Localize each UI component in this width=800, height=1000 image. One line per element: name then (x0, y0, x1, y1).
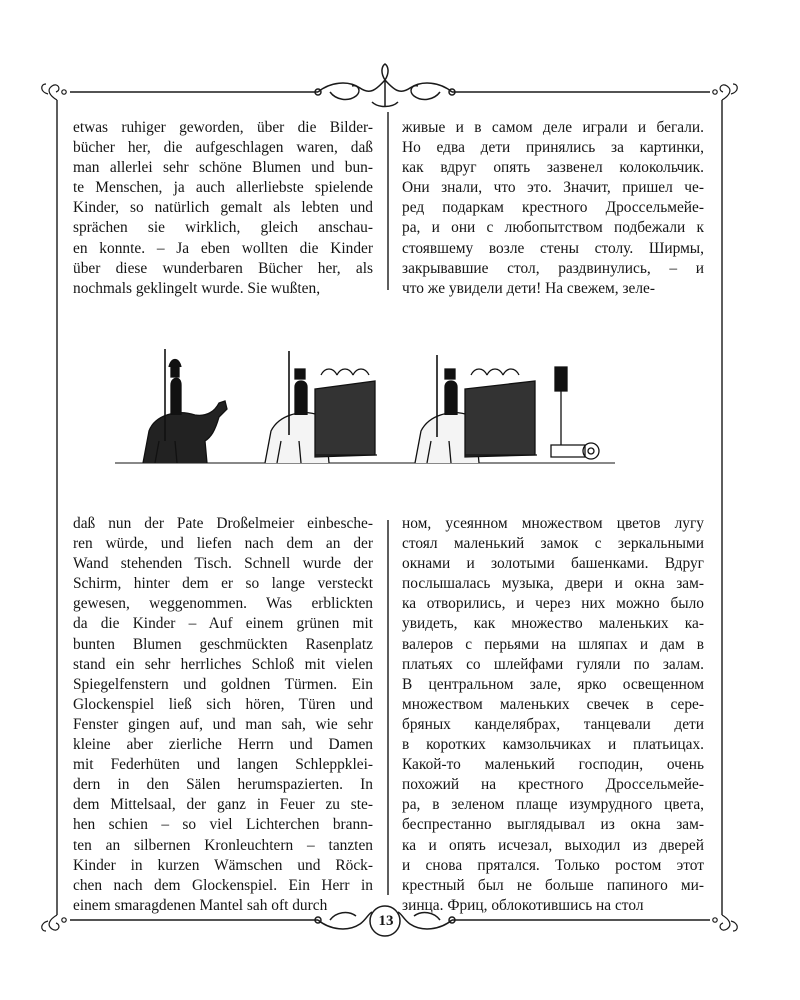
text-line: как вдруг опять зазвенел колокольчик. (402, 159, 704, 177)
text-line: что же увидели дети! На свежем, зеле- (402, 279, 656, 297)
text-line: hen schien – so viel Lichterchen brann- (73, 816, 373, 834)
horse-rider-3 (415, 355, 537, 463)
text-line: man allerlei sehr schöne Blumen und bun- (73, 159, 373, 177)
german-text-bottom (73, 514, 373, 916)
page-number: 13 (378, 913, 394, 929)
text-line: ред подаркам крестного Дроссельмейе- (402, 199, 704, 217)
text-line: послышалась музыка, двери и окна зам- (402, 575, 704, 593)
text-line: etwas ruhiger geworden, über die Bilder- (73, 119, 373, 136)
russian-text-top (402, 118, 704, 299)
text-line: dem Mittelsaal, der ganz in Feuer zu ste- (73, 796, 373, 814)
text-line: Kinder in kurzen Wämschen und Röck- (73, 856, 373, 874)
text-line: зинца. Фриц, облокотившись на стол (402, 896, 644, 914)
text-line: en konnte. – Ja eben wollten die Kinder (73, 239, 373, 257)
text-line: в коротких камзольчиках и платьицах. (402, 736, 704, 754)
text-line: bunten Blumen geschmückten Rasenplatz (73, 635, 373, 653)
text-line: множеством маленьких свечек в сере- (402, 695, 704, 713)
text-line: kleine aber zierliche Herrn und Damen (73, 736, 373, 754)
text-line: увидеть, как множество маленьких ка- (402, 615, 704, 633)
text-line: стоявшему возле стены столу. Ширмы, (402, 239, 704, 257)
text-line: стоял маленький замок с зеркальными (402, 535, 704, 553)
text-line: ren würde, und liefen nach dem an der (73, 535, 373, 553)
text-line: sprächen sie wirklich, gleich anschau- (73, 219, 373, 237)
text-line: dern in den Sälen herumspazierten. In (73, 776, 373, 794)
text-line: daß nun der Pate Droßelmeier einbesche- (73, 515, 373, 532)
text-line: ра, и они с любопытством подбежали к (402, 219, 704, 237)
text-line: Schirm, hinter dem er so lange versteckt (73, 575, 373, 593)
text-line: живые и в самом деле играли и бегали. (402, 119, 704, 136)
text-line: ten an silbernen Kronleuchtern – tanzten (73, 836, 373, 854)
horse-rider-2 (265, 351, 377, 463)
toy-soldiers-illustration (115, 345, 640, 480)
text-line: gewesen, weggenommen. Was erblickten (73, 595, 373, 613)
text-line: беспрестанно выглядывал из окна зам- (402, 816, 704, 834)
text-line: mit Federhüten und langen Schleppklei- (73, 756, 373, 774)
text-line: валеров с перьями на шляпах и дам в (402, 635, 704, 653)
text-line: Fenster gingen auf, und man sah, wie sehr (73, 715, 373, 733)
text-line: платьях со шлейфами гуляли по залам. (402, 655, 704, 673)
text-line: da die Kinder – Auf einem grünen mit (73, 615, 373, 633)
horse-rider-1 (143, 349, 227, 463)
top-ornament-icon (300, 62, 470, 114)
text-line: бряных канделябрах, танцевали дети (402, 715, 704, 733)
text-line: te Menschen, ja auch allerliebste spielende (73, 179, 373, 197)
text-line: chen nach dem Glockenspiel. Ein Herr in (73, 876, 373, 894)
text-line: nochmals geklingelt wurde. Sie wußten, (73, 279, 321, 297)
text-line: ном, усеянном множеством цветов лугу (402, 515, 704, 532)
text-line: похожий на крестного Дроссельмейе- (402, 776, 704, 794)
text-line: über diese wunderbaren Bücher her, als (73, 259, 373, 277)
text-line: Какой-то маленький господин, очень (402, 756, 704, 774)
text-line: ка отворились, и через них можно было (402, 595, 704, 613)
text-line: Spiegelfenstern und goldnen Türmen. Ein (73, 675, 373, 693)
text-line: ка и опять исчезал, выходил из дверей (402, 836, 704, 854)
text-line: В центральном зале, ярко освещенном (402, 675, 704, 693)
text-line: Glockenspiel ließ sich hören, Türen und (73, 695, 373, 713)
text-line: Wand stehenden Tisch. Schnell wurde der (73, 555, 373, 573)
russian-text-bottom (402, 514, 704, 916)
text-line: Kinder, so natürlich gemalt als lebten und (73, 199, 373, 217)
text-line: Но едва дети принялись за картинки, (402, 139, 704, 157)
german-text-top (73, 118, 373, 299)
text-line: einem smaragdenen Mantel sah oft durch (73, 896, 328, 914)
text-line: окнами и золотыми башенками. Вдруг (402, 555, 704, 573)
text-line: bücher her, die aufgeschlagen waren, daß (73, 139, 373, 157)
text-line: и снова прятался. Только ростом этот (402, 856, 704, 874)
lamp-post (551, 367, 599, 459)
text-line: крестный был не больше папиного ми- (402, 876, 704, 894)
text-line: закрывавшие стол, раздвинулись, – и (402, 259, 704, 277)
text-line: ра, в зеленом плаще изумрудного цвета, (402, 796, 704, 814)
text-line: stand ein sehr herrliches Schloß mit vielen (73, 655, 373, 673)
text-line: Они знали, что это. Значит, пришел че- (402, 179, 704, 197)
